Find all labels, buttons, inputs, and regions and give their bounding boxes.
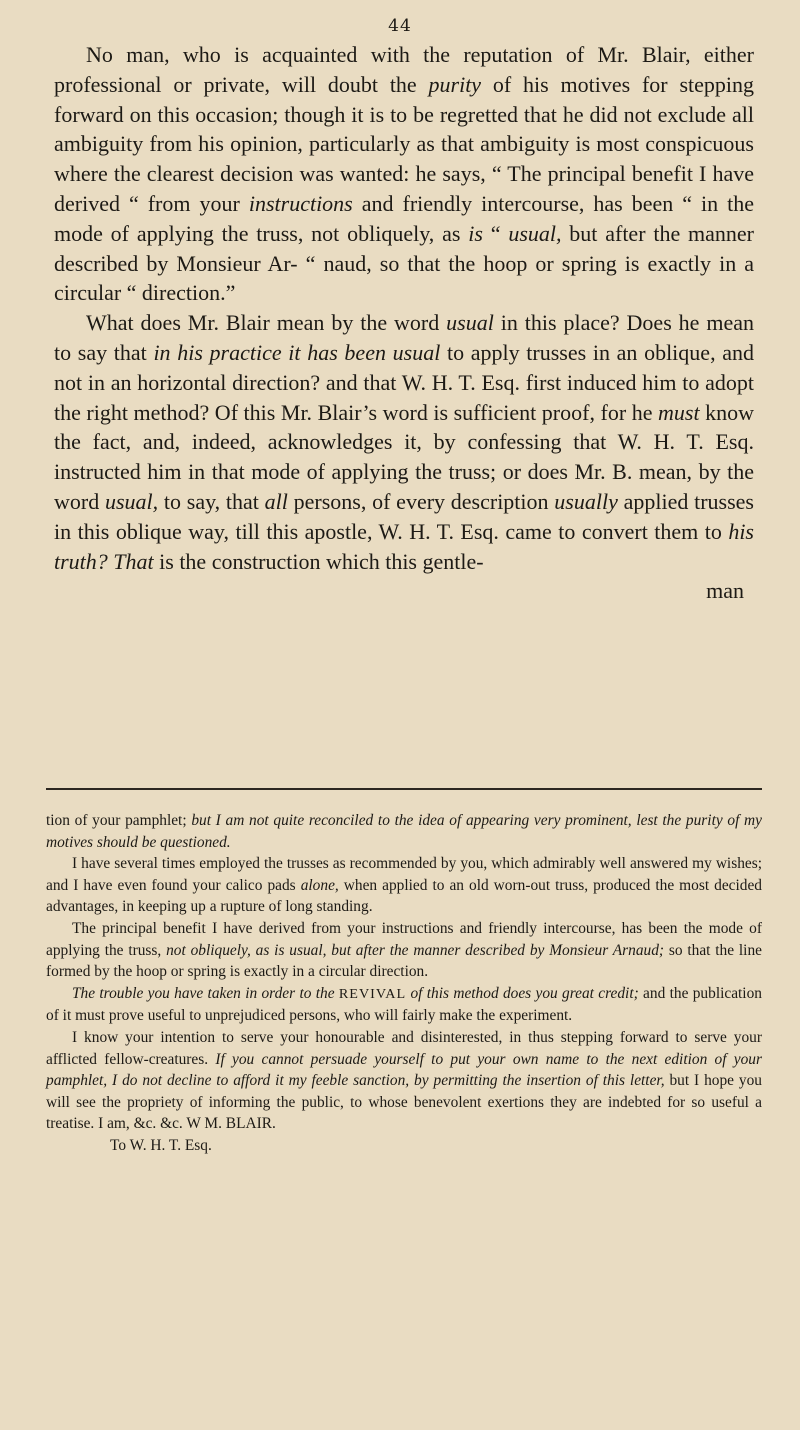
italic-run: his truth? That bbox=[54, 518, 754, 574]
main-paragraph-1: No man, who is acquainted with the reputation of Mr. Blair, either professional or private, will doubt the purity of his motives for stepping forward on this occasion; though it is to be regretted that he did not exclude all ambiguity from his opinion, particularly as that ambiguity is most conspicuous where the clearest decision was wanted: he says, “ The principal benefit I have derived “ from your instructions and friendly intercourse, has been “ in the mode of applying the truss, not obliquely, as is “ usual, but after the manner described by Monsieur Ar- “ naud, so that the hoop or spring is exactly in a circular “ direction.” bbox=[54, 42, 755, 306]
footnote-paragraph-5 bbox=[46, 1027, 762, 1135]
footnote-paragraph-4: The trouble you have taken in order to the REVIVAL of this method does you great credit; and the publication of it must prove useful to unprejudiced persons, who will fairly make the experiment. bbox=[46, 984, 762, 1025]
main-text bbox=[54, 40, 754, 606]
italic-run: of this method does you great credit; bbox=[406, 984, 639, 1002]
italic-run: usual, bbox=[104, 488, 159, 514]
italic-run: not obliquely, as is usual, but after the manner described by Monsieur Arnaud; bbox=[166, 941, 665, 959]
catchword: man bbox=[706, 578, 744, 604]
footnote-paragraph-3: The principal benefit I have derived from your instructions and friendly intercourse, has been the mode of applying the truss, not obliquely, as is usual, but after the manner described by Monsieur Arnaud; so that the line formed by the hoop or spring is exactly in a circular direction. bbox=[46, 919, 762, 981]
main-paragraph-2: What does Mr. Blair mean by the word usual in this place? Does he mean to say that in his practice it has been usual to apply trusses in an oblique, and not in an horizontal direction? and that W. H. T. Esq. first induced him to adopt the right method? Of this Mr. Blair’s word is sufficient proof, for he must know the fact, and, indeed, acknowledges it, by confessing that W. H. T. Esq. instructed him in that mode of applying the truss; or does Mr. B. mean, by the word usual, to say, that all persons, of every description usually applied trusses in this oblique way, till this apostle, W. H. T. Esq. came to convert them to his truth? That is the construction which this gentle- bbox=[54, 310, 754, 574]
signature: W M. BLAIR. bbox=[186, 1115, 276, 1133]
footnote-divider bbox=[46, 788, 762, 790]
italic-run: The trouble you have taken in order to the bbox=[72, 984, 339, 1002]
addressee: To W. H. T. Esq. bbox=[110, 1136, 212, 1154]
page-number: 44 bbox=[388, 16, 412, 36]
italic-run: in his practice it has been usual bbox=[153, 339, 441, 365]
italic-run: If you cannot persuade yourself to put your own name to the next edition of your pamphlet, I do not decline to afford it my feeble sanction, by permitting the insertion of this letter, bbox=[46, 1050, 762, 1090]
italic-run: all bbox=[264, 488, 288, 514]
footnote bbox=[46, 810, 762, 1157]
small-caps-run: REVIVAL bbox=[338, 985, 407, 1002]
italic-run: must bbox=[658, 399, 700, 425]
italic-run: is bbox=[468, 220, 483, 246]
italic-run: instructions bbox=[248, 190, 353, 216]
italic-run: usual, bbox=[508, 220, 562, 246]
italic-run: purity bbox=[428, 71, 482, 97]
footnote-paragraph-1: tion of your pamphlet; but I am not quite reconciled to the idea of appearing very prominent, lest the purity of my motives should be questioned. bbox=[46, 812, 762, 851]
italic-run: but I am not quite reconciled to the idea of appearing very prominent, lest the purity of my motives should be questioned. bbox=[46, 812, 762, 851]
footnote-paragraph-2: I have several times employed the trusses as recommended by you, which admirably well answered my wishes; and I have even found your calico pads alone, when applied to an old worn-out truss, produced the most decided advantages, in keeping up a rupture of long standing. bbox=[46, 855, 762, 916]
footnote-paragraph-5-text: I know your intention to serve your honourable and disinterested, in thus stepping forward to serve your afflicted fellow-creatures. If you cannot persuade yourself to put your own name to the next edition of your pamphlet, I do not decline to afford it my feeble sanction, by permitting the insertion of this letter, but I hope you will see the propriety of informing the public, to whose benevolent exertions they are indebted for so useful a treatise. I am, &c. &c. bbox=[46, 1028, 762, 1133]
italic-run: usually bbox=[554, 488, 618, 514]
italic-run: alone, bbox=[300, 876, 339, 894]
italic-run: usual bbox=[446, 310, 494, 336]
